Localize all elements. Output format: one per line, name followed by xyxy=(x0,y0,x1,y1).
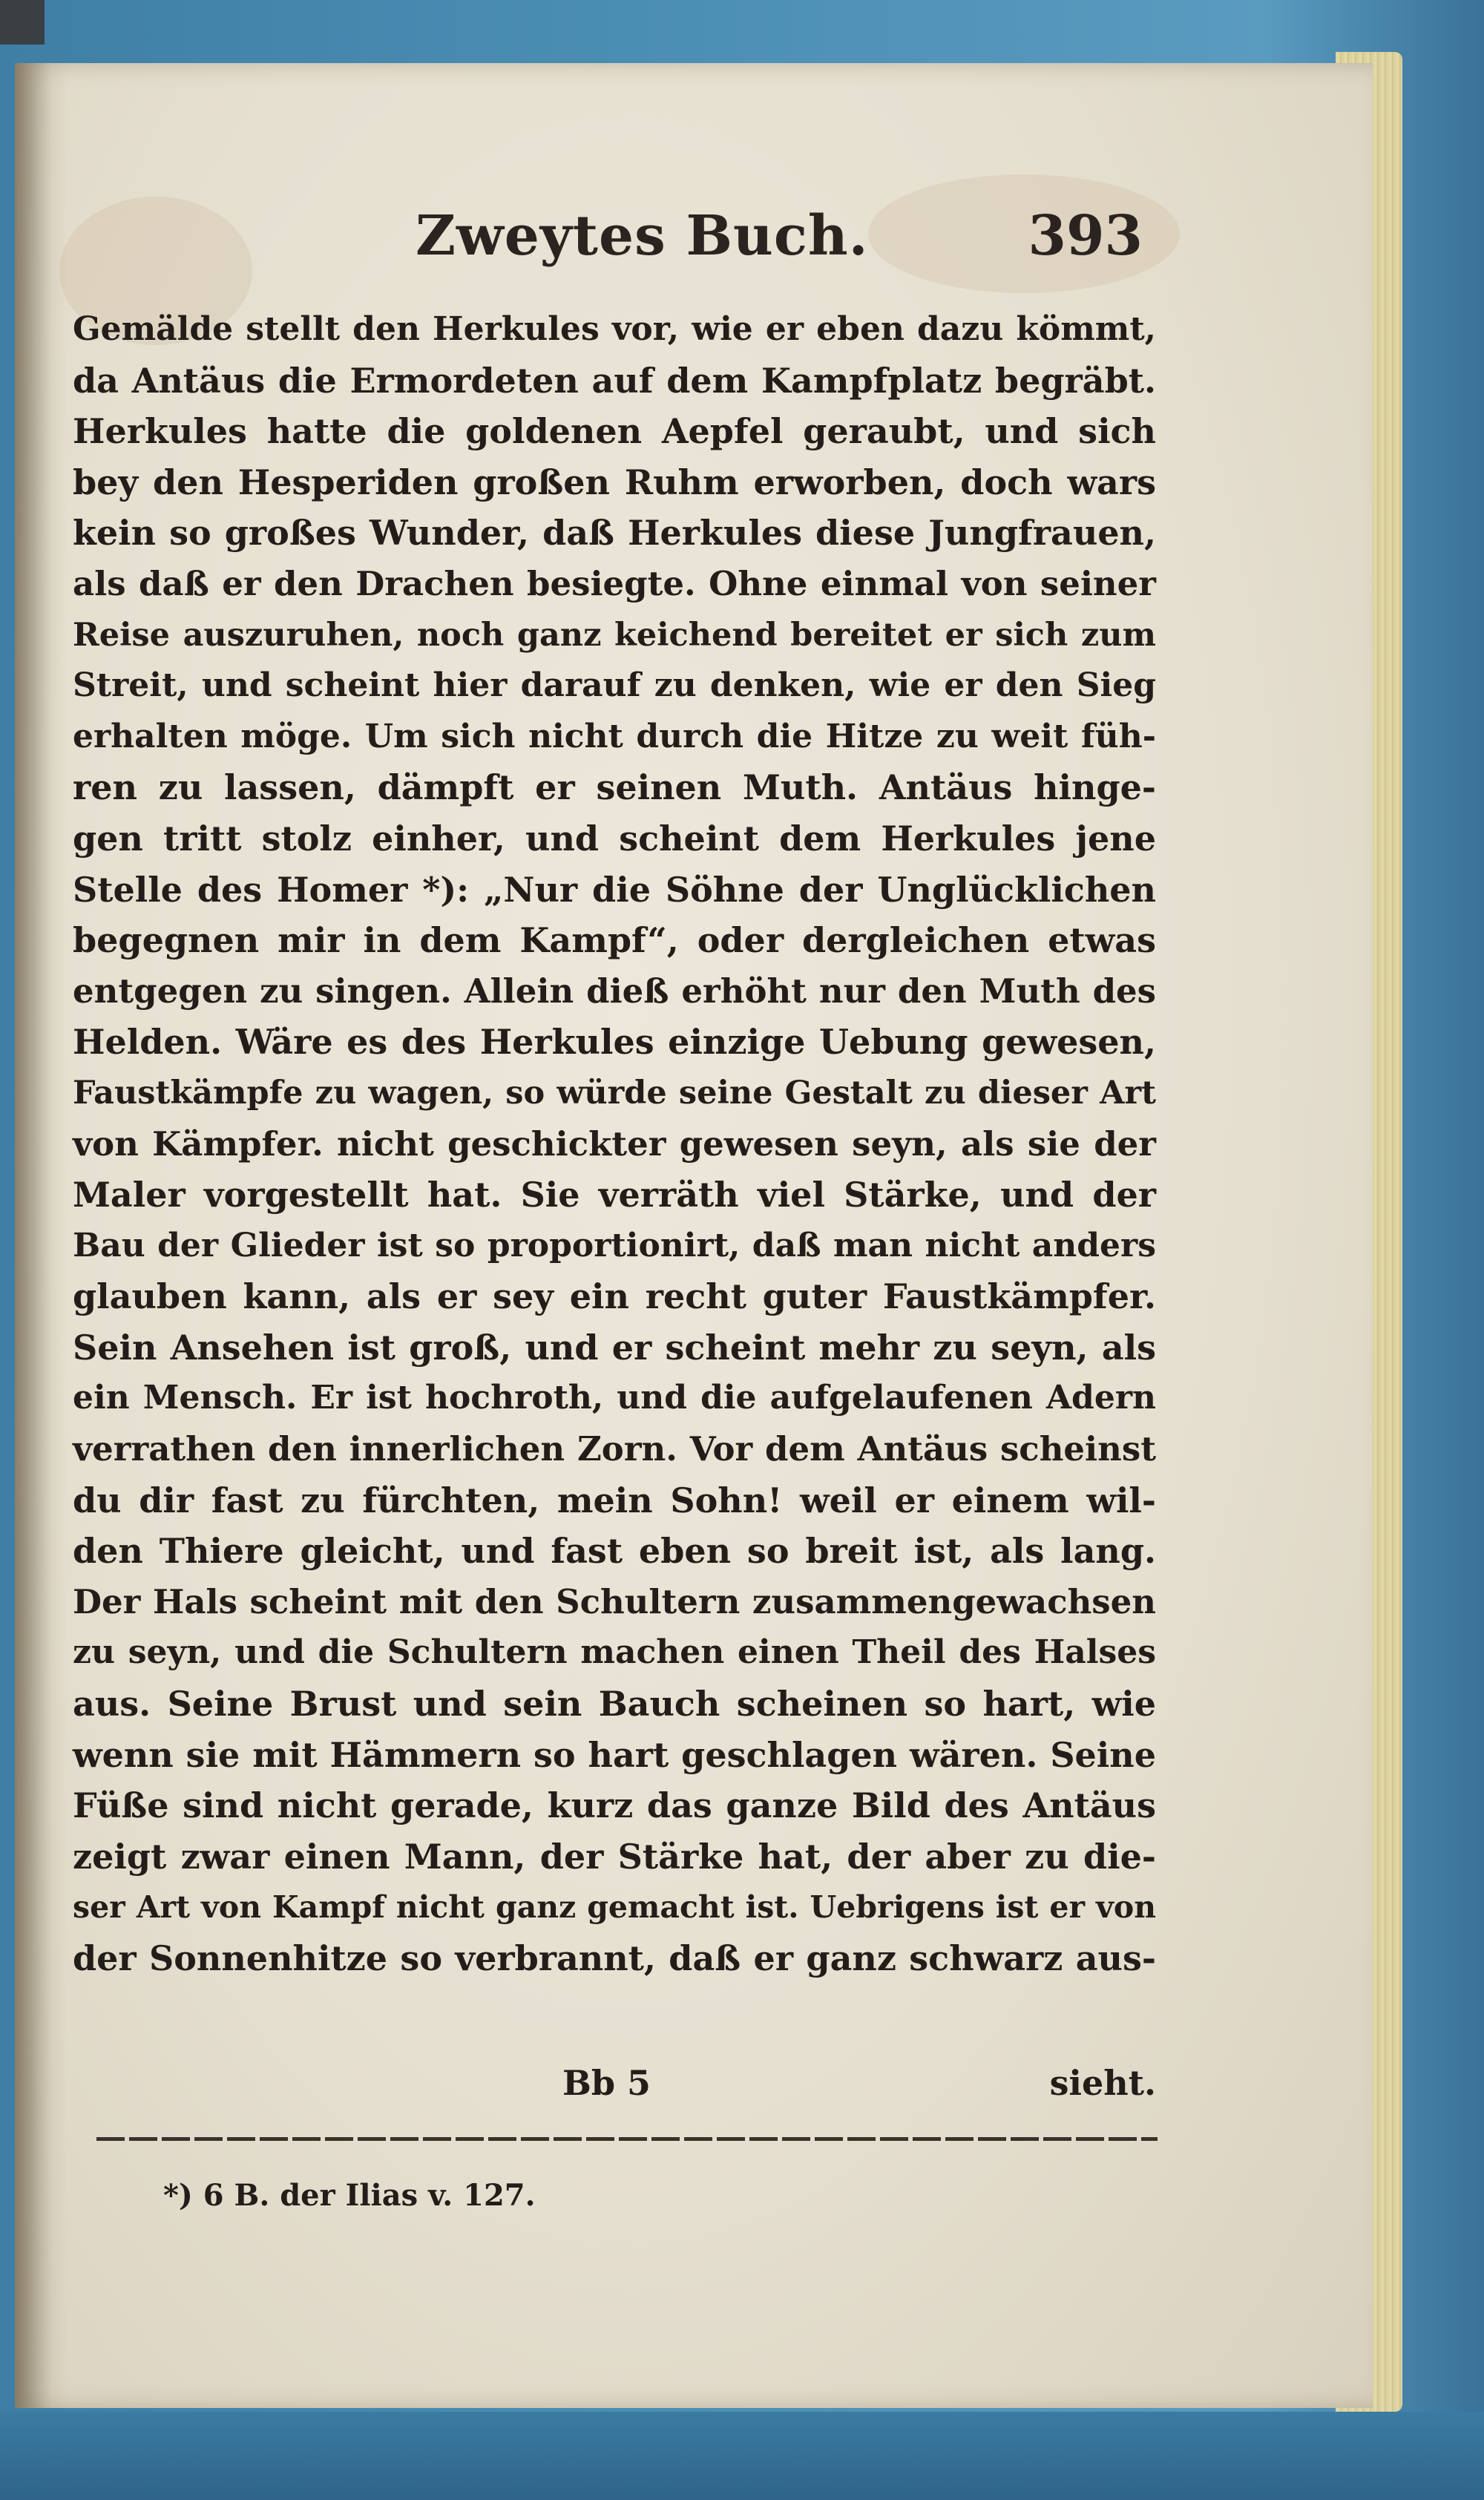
text-line: Streit, und scheint hier darauf zu denken, wie er den Sieg xyxy=(73,666,1156,705)
catchline xyxy=(73,2063,1156,2107)
text-line: entgegen zu singen. Allein dieß erhöht nur den Muth des xyxy=(73,971,1156,1011)
text-line: Bau der Glieder ist so proportionirt, daß man nicht anders xyxy=(73,1226,1156,1264)
text-line: ser Art von Kampf nicht ganz gemacht ist. Uebrigens ist er von xyxy=(73,1889,1156,1926)
text-line: den Thiere gleicht, und fast eben so breit ist, als lang. xyxy=(73,1531,1156,1572)
running-head: Zweytes Buch. xyxy=(416,204,869,268)
text-line: begegnen mir in dem Kampf“, oder dergleichen etwas xyxy=(73,920,1156,961)
text-line: ein Mensch. Er ist hochroth, und die aufgelaufenen Adern xyxy=(73,1379,1156,1417)
text-line: der Sonnenhitze so verbrannt, daß er ganz schwarz aus- xyxy=(73,1938,1156,1978)
text-line: Füße sind nicht gerade, kurz das ganze Bild des Antäus xyxy=(73,1785,1156,1826)
text-line: aus. Seine Brust und sein Bauch scheinen so hart, wie xyxy=(73,1684,1156,1725)
text-line: Stelle des Homer *): „Nur die Söhne der Unglücklichen xyxy=(73,869,1156,910)
text-line: kein so großes Wunder, daß Herkules diese Jungfrauen, xyxy=(73,513,1156,554)
text-line: Herkules hatte die goldenen Aepfel geraubt, und sich xyxy=(73,411,1156,452)
text-line: zeigt zwar einen Mann, der Stärke hat, der aber zu die- xyxy=(73,1836,1156,1877)
footnote-rule xyxy=(96,2137,1158,2141)
text-line: Sein Ansehen ist groß, und er scheint mehr zu seyn, als xyxy=(73,1327,1156,1368)
text-line: da Antäus die Ermordeten auf dem Kampfplatz begräbt. xyxy=(73,360,1156,401)
text-line: Reise auszuruhen, noch ganz keichend bereitet er sich zum xyxy=(73,616,1156,654)
cover-bottom-edge xyxy=(0,2412,1484,2500)
signature-mark: Bb 5 xyxy=(562,2063,651,2103)
text-line: bey den Hesperiden großen Ruhm erworben, doch wars xyxy=(73,462,1156,502)
footnote: *) 6 B. der Ilias v. 127. xyxy=(163,2178,536,2213)
page-header xyxy=(416,197,1143,278)
text-line: als daß er den Drachen besiegte. Ohne einmal von seiner xyxy=(73,563,1156,603)
catchword: sieht. xyxy=(1049,2063,1156,2103)
text-line: Gemälde stellt den Herkules vor, wie er eben dazu kömmt, xyxy=(73,310,1156,348)
text-line: verrathen den innerlichen Zorn. Vor dem Antäus scheinst xyxy=(73,1429,1156,1469)
text-line: von Kämpfer. nicht geschickter gewesen seyn, als sie der xyxy=(73,1123,1156,1164)
text-line: Maler vorgestellt hat. Sie verräth viel Stärke, und der xyxy=(73,1175,1156,1215)
text-line: ren zu lassen, dämpft er seinen Muth. Antäus hinge- xyxy=(73,767,1156,808)
body-text xyxy=(73,304,1156,1984)
text-line: Helden. Wäre es des Herkules einzige Uebung gewesen, xyxy=(73,1022,1156,1063)
text-line: Faustkämpfe zu wagen, so würde seine Gestalt zu dieser Art xyxy=(73,1074,1156,1112)
text-line: du dir fast zu fürchten, mein Sohn! weil er einem wil- xyxy=(73,1480,1156,1520)
text-line: Der Hals scheint mit den Schultern zusammengewachsen xyxy=(73,1581,1156,1621)
gutter-shadow xyxy=(15,63,67,2408)
text-line: gen tritt stolz einher, und scheint dem Herkules jene xyxy=(73,818,1156,859)
text-line: erhalten möge. Um sich nicht durch die Hitze zu weit füh- xyxy=(73,717,1156,755)
text-line: zu seyn, und die Schultern machen einen Theil des Halses xyxy=(73,1633,1156,1672)
cover-corner xyxy=(0,0,45,45)
page-number: 393 xyxy=(1028,204,1143,268)
text-line: wenn sie mit Hämmern so hart geschlagen wären. Seine xyxy=(73,1734,1156,1775)
text-line: glauben kann, als er sey ein recht guter Faustkämpfer. xyxy=(73,1276,1156,1317)
